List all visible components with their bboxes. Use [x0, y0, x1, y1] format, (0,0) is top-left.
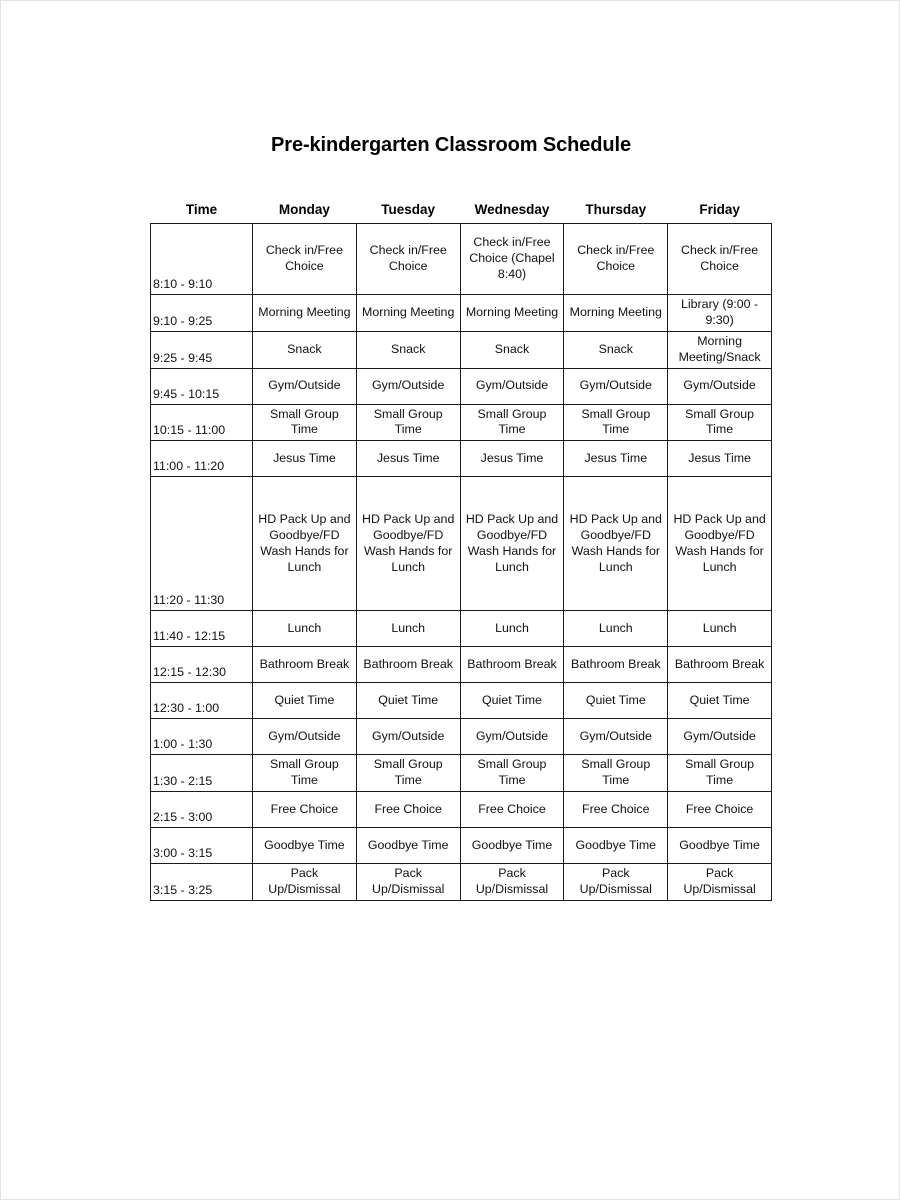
activity-cell: Quiet Time — [564, 683, 668, 719]
activity-cell: Library (9:00 - 9:30) — [668, 295, 772, 332]
activity-cell: Pack Up/Dismissal — [668, 864, 772, 901]
activity-cell: Small Group Time — [564, 755, 668, 792]
activity-cell: Bathroom Break — [564, 647, 668, 683]
activity-cell: Small Group Time — [460, 755, 564, 792]
table-row — [151, 368, 772, 404]
time-slot-cell: 3:00 - 3:15 — [151, 828, 253, 864]
activity-cell: Check in/Free Choice — [356, 224, 460, 295]
time-slot-cell: 10:15 - 11:00 — [151, 404, 253, 441]
table-header — [151, 195, 772, 224]
column-header-time: Time — [185, 202, 218, 217]
activity-cell: Check in/Free Choice (Chapel 8:40) — [460, 224, 564, 295]
column-header-monday: Monday — [278, 202, 330, 217]
activity-cell: Lunch — [668, 611, 772, 647]
activity-cell: Small Group Time — [564, 404, 668, 441]
activity-cell: Morning Meeting — [460, 295, 564, 332]
time-slot-cell: 9:25 - 9:45 — [151, 331, 253, 368]
activity-cell: Bathroom Break — [356, 647, 460, 683]
activity-cell: Gym/Outside — [668, 719, 772, 755]
activity-cell: Bathroom Break — [460, 647, 564, 683]
activity-cell: HD Pack Up and Goodbye/FD Wash Hands for Lunch — [356, 477, 460, 611]
activity-cell: Lunch — [564, 611, 668, 647]
activity-cell: Gym/Outside — [564, 368, 668, 404]
activity-cell: Gym/Outside — [460, 719, 564, 755]
table-row — [151, 224, 772, 295]
activity-cell: Check in/Free Choice — [253, 224, 357, 295]
time-slot-cell: 9:45 - 10:15 — [151, 368, 253, 404]
table-row — [151, 683, 772, 719]
activity-cell: Check in/Free Choice — [564, 224, 668, 295]
table-row — [151, 404, 772, 441]
table-row — [151, 477, 772, 611]
activity-cell: Free Choice — [253, 792, 357, 828]
activity-cell: Gym/Outside — [253, 368, 357, 404]
activity-cell: Check in/Free Choice — [668, 224, 772, 295]
weekly-schedule-table — [150, 195, 772, 901]
activity-cell: Gym/Outside — [564, 719, 668, 755]
activity-cell: Jesus Time — [668, 441, 772, 477]
activity-cell: Morning Meeting/Snack — [668, 331, 772, 368]
column-header-tuesday: Tuesday — [381, 202, 436, 217]
table-row — [151, 792, 772, 828]
activity-cell: Goodbye Time — [356, 828, 460, 864]
table-row — [151, 755, 772, 792]
activity-cell: Goodbye Time — [460, 828, 564, 864]
activity-cell: Gym/Outside — [356, 719, 460, 755]
activity-cell: Gym/Outside — [460, 368, 564, 404]
activity-cell: Lunch — [460, 611, 564, 647]
activity-cell: Goodbye Time — [253, 828, 357, 864]
table-row — [151, 647, 772, 683]
activity-cell: Free Choice — [460, 792, 564, 828]
activity-cell: Pack Up/Dismissal — [253, 864, 357, 901]
time-slot-cell: 11:20 - 11:30 — [151, 477, 253, 611]
time-slot-cell: 1:30 - 2:15 — [151, 755, 253, 792]
activity-cell: Jesus Time — [356, 441, 460, 477]
table-body — [151, 224, 772, 901]
activity-cell: Morning Meeting — [564, 295, 668, 332]
activity-cell: Bathroom Break — [253, 647, 357, 683]
activity-cell: Small Group Time — [253, 404, 357, 441]
column-header-thursday: Thursday — [585, 202, 647, 217]
activity-cell: Small Group Time — [356, 404, 460, 441]
table-row — [151, 441, 772, 477]
activity-cell: HD Pack Up and Goodbye/FD Wash Hands for Lunch — [460, 477, 564, 611]
activity-cell: Jesus Time — [460, 441, 564, 477]
activity-cell: Lunch — [253, 611, 357, 647]
activity-cell: Small Group Time — [460, 404, 564, 441]
activity-cell: Snack — [564, 331, 668, 368]
time-slot-cell: 12:15 - 12:30 — [151, 647, 253, 683]
activity-cell: Goodbye Time — [668, 828, 772, 864]
activity-cell: Quiet Time — [668, 683, 772, 719]
page-title: Pre-kindergarten Classroom Schedule — [271, 134, 631, 156]
activity-cell: Small Group Time — [253, 755, 357, 792]
column-header-wednesday: Wednesday — [474, 202, 550, 217]
activity-cell: Pack Up/Dismissal — [460, 864, 564, 901]
table-header-row — [151, 195, 772, 224]
time-slot-cell: 11:00 - 11:20 — [151, 441, 253, 477]
activity-cell: Morning Meeting — [356, 295, 460, 332]
activity-cell: Small Group Time — [668, 404, 772, 441]
table-row — [151, 295, 772, 332]
activity-cell: HD Pack Up and Goodbye/FD Wash Hands for Lunch — [668, 477, 772, 611]
activity-cell: Pack Up/Dismissal — [564, 864, 668, 901]
time-slot-cell: 11:40 - 12:15 — [151, 611, 253, 647]
time-slot-cell: 12:30 - 1:00 — [151, 683, 253, 719]
time-slot-cell: 9:10 - 9:25 — [151, 295, 253, 332]
activity-cell: Jesus Time — [564, 441, 668, 477]
column-header-friday: Friday — [699, 202, 740, 217]
activity-cell: Morning Meeting — [253, 295, 357, 332]
activity-cell: Quiet Time — [460, 683, 564, 719]
activity-cell: Gym/Outside — [253, 719, 357, 755]
activity-cell: Pack Up/Dismissal — [356, 864, 460, 901]
activity-cell: Small Group Time — [356, 755, 460, 792]
time-slot-cell: 3:15 - 3:25 — [151, 864, 253, 901]
activity-cell: Quiet Time — [253, 683, 357, 719]
activity-cell: Quiet Time — [356, 683, 460, 719]
schedule-table-container — [150, 195, 772, 901]
activity-cell: Small Group Time — [668, 755, 772, 792]
activity-cell: HD Pack Up and Goodbye/FD Wash Hands for Lunch — [564, 477, 668, 611]
table-row — [151, 864, 772, 901]
time-slot-cell: 1:00 - 1:30 — [151, 719, 253, 755]
activity-cell: Snack — [460, 331, 564, 368]
time-slot-cell: 8:10 - 9:10 — [151, 224, 253, 295]
activity-cell: Jesus Time — [253, 441, 357, 477]
table-row — [151, 719, 772, 755]
activity-cell: Free Choice — [668, 792, 772, 828]
activity-cell: Bathroom Break — [668, 647, 772, 683]
table-row — [151, 331, 772, 368]
activity-cell: Free Choice — [356, 792, 460, 828]
table-row — [151, 611, 772, 647]
activity-cell: Free Choice — [564, 792, 668, 828]
time-slot-cell: 2:15 - 3:00 — [151, 792, 253, 828]
activity-cell: Goodbye Time — [564, 828, 668, 864]
activity-cell: Snack — [356, 331, 460, 368]
activity-cell: HD Pack Up and Goodbye/FD Wash Hands for Lunch — [253, 477, 357, 611]
activity-cell: Snack — [253, 331, 357, 368]
activity-cell: Gym/Outside — [356, 368, 460, 404]
activity-cell: Gym/Outside — [668, 368, 772, 404]
activity-cell: Lunch — [356, 611, 460, 647]
table-row — [151, 828, 772, 864]
